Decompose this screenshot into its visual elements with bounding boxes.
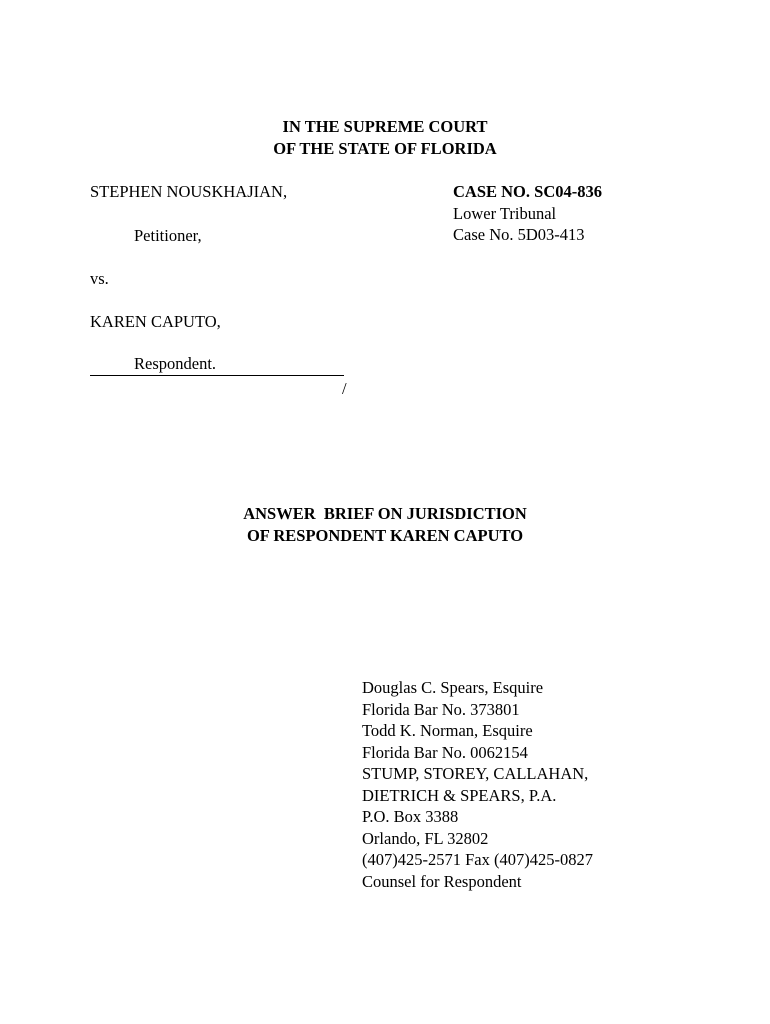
court-heading-line-2: OF THE STATE OF FLORIDA (273, 138, 497, 158)
brief-title-line-2: OF RESPONDENT KAREN CAPUTO (246, 525, 524, 545)
counsel-line: (407)425-2571 Fax (407)425-0827 (362, 850, 593, 869)
counsel-line: P.O. Box 3388 (362, 807, 459, 826)
caption-slash: / (342, 379, 347, 398)
court-heading-line-1: IN THE SUPREME COURT (282, 117, 488, 136)
case-number: CASE NO. SC04-836 (453, 182, 602, 201)
counsel-line: Douglas C. Spears, Esquire (362, 678, 544, 697)
brief-title (0, 503, 770, 546)
versus-label: vs. (90, 269, 109, 288)
petitioner-role: Petitioner, (134, 226, 202, 245)
counsel-signature-block (362, 677, 593, 892)
case-number-block (453, 181, 602, 246)
caption-underline (90, 375, 344, 376)
brief-title-line-1: ANSWER BRIEF ON JURISDICTION (243, 504, 527, 523)
petitioner-name: STEPHEN NOUSKHAJIAN, (90, 182, 288, 201)
counsel-line: Todd K. Norman, Esquire (362, 721, 533, 740)
lower-tribunal-case-number: Case No. 5D03-413 (453, 225, 585, 244)
counsel-line: Florida Bar No. 373801 (362, 699, 520, 719)
respondent-name: KAREN CAPUTO, (90, 312, 221, 331)
respondent-role: Respondent. (134, 354, 217, 373)
counsel-line: Orlando, FL 32802 (362, 828, 489, 848)
counsel-line: Counsel for Respondent (362, 871, 522, 891)
lower-tribunal-label: Lower Tribunal (453, 203, 557, 223)
counsel-line: Florida Bar No. 0062154 (362, 742, 528, 762)
counsel-line: STUMP, STOREY, CALLAHAN, (362, 764, 589, 783)
court-heading (0, 116, 770, 159)
counsel-line: DIETRICH & SPEARS, P.A. (362, 785, 557, 805)
